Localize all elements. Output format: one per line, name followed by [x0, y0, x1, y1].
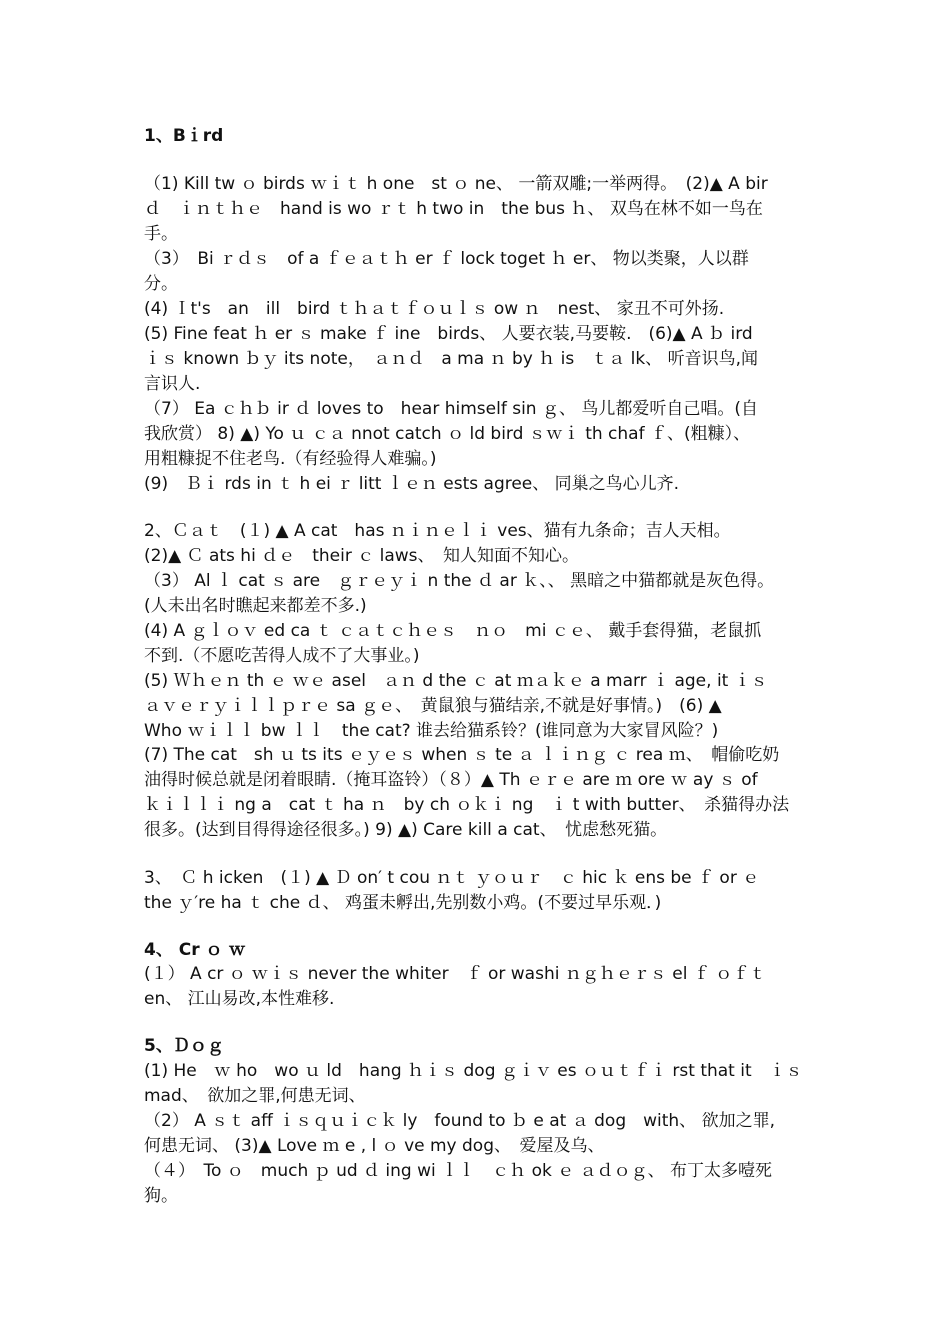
text-line: ｉｓ known ｂｙ its note， ａｎｄ a ma ｎ by ｈ is ｔａ lk、 听音识鸟,闻 [144, 349, 758, 369]
text-line: Who ｗｉｌｌ bw ｌｌ the cat? 谁去给猫系铃？(谁同意为大家冒风险？) [144, 721, 719, 741]
text-line: (5) Ｗｈｅｎ th ｅ ｗｅ asel ａｎ d the ｃ at ｍａｋｅ a marr ｉ age, it ｉｓ [144, 671, 768, 691]
text-line: mad、 欲加之罪,何患无词、 [144, 1086, 366, 1106]
text-line: 狗。 [144, 1186, 178, 1206]
section-heading-dog: 5、Ｄｏｇ [144, 1036, 224, 1056]
text-line: (9) Ｂｉ rds in ｔ h ei ｒ litt ｌｅｎ ests agree、 同巢之鸟心儿齐. [144, 474, 680, 494]
text-line: 何患无词、 (3)▲ Love ｍ e , l ｏ ve my dog、 爱屋及乌、 [144, 1136, 605, 1156]
text-line: （3） Al ｌ cat ｓ are ｇｒｅｙｉ n the ｄ ar ｋ、、 黑暗之中猫都就是灰色得。 [144, 571, 775, 591]
text-line: ｋｉｌｌｉ ng a cat ｔ ha ｎ by ch ｏｋｉ ng ｉ t with butter、 杀猫得办法 [144, 795, 790, 815]
text-line: (7) The cat sh ｕ ts its ｅｙｅｓ when ｓ te ａ ｌｉｎｇ ｃ rea ｍ、 帽偷吃奶 [144, 745, 780, 765]
text-line: 言识人. [144, 374, 201, 394]
text-line: en、 江山易改,本性难移. [144, 989, 335, 1009]
text-line: ｄ ｉｎｔｈｅ hand is wo ｒｔ h two in the bus ｈ、 双鸟在林不如一鸟在 [144, 199, 763, 219]
text-line: 油得时候总就是闭着眼睛.（掩耳盗铃）（８）▲ Th ｅｒｅ are ｍ ore ｗ ay ｓ of [144, 770, 758, 790]
text-line: (5) Fine feat ｈ er ｓ make ｆ ine birds、 人要衣装,马要鞍. (6)▲ A ｂ ird [144, 324, 753, 344]
section-heading-chicken: 3、 Ｃ h icken (１) ▲ Ｄ on′ t cou ｎｔ ｙｏｕｒ ｃ hic ｋ ens be ｆ or ｅ [144, 868, 760, 888]
text-line: (4) A ｇｌｏｖ ed ca ｔ ｃａｔｃｈｅｓ ｎｏ mi ｃｅ、 戴手套得猫，老鼠抓 [144, 621, 762, 641]
text-line: (人未出名时瞧起来都差不多.) [144, 596, 367, 616]
text-line: 分。 [144, 274, 178, 294]
section-heading-cat: 2、Ｃａｔ (１) ▲ A cat has ｎｉｎｅｌｉ ves、猫有九条命；吉人天相。 [144, 521, 731, 541]
text-line: （４） To ｏ much ｐ ud ｄ ing wi ｌｌ ｃｈ ok ｅ ａｄｏｇ、 布丁太多噎死 [144, 1161, 773, 1181]
text-line: 用粗糠捉不住老鸟.（有经验得人难骗。) [144, 449, 437, 469]
text-line: (4) Ｉt's an ill bird ｔｈａｔｆｏｕｌｓ ow ｎ nest、 家丑不可外扬. [144, 299, 725, 319]
section-heading-crow: 4、 Cr ｏ ｗ [144, 940, 246, 960]
text-line: (１） A cr ｏ ｗｉｓ never the whiter ｆ or washi ｎｇｈｅｒｓ el ｆ ｏｆｔ [144, 964, 767, 984]
text-line: 我欣赏） 8) ▲) Yo ｕ ｃａ nnot catch ｏ ld bird ｓｗｉ th chaf ｆ、(粗糠）、 [144, 424, 751, 444]
text-line: ａｖｅｒｙｉｌｌｐｒｅ sa ｇｅ、 黄鼠狼与猫结亲,不就是好事情。) (6) ▲ [144, 696, 722, 716]
text-line: （2） A ｓｔ aff ｉｓｑｕｉｃｋ ly found to ｂ e at ａ dog with、 欲加之罪, [144, 1111, 775, 1131]
text-line: 不到.（不愿吃苦得人成不了大事业。) [144, 646, 420, 666]
text-line: (2)▲ Ｃ ats hi ｄｅ their ｃ laws、 知人知面不知心。 [144, 546, 580, 566]
text-line: （1) Kill tw ｏ birds ｗｉｔ h one st ｏ ne、 一箭双雕;一举两得。 (2)▲ A bir [144, 174, 768, 194]
text-line: 手。 [144, 224, 178, 244]
text-line: the ｙ′re ha ｔ che ｄ、 鸡蛋未孵出,先别数小鸡。(不要过早乐观．) [144, 893, 662, 913]
text-line: 很多。(达到目得得途径很多。) 9) ▲) Care kill a cat、 忧虑愁死猫。 [144, 820, 668, 840]
text-line: (1) He ｗ ho wo ｕ ld hang ｈｉｓ dog ｇｉｖ es ｏｕｔｆｉ rst that it ｉｓ [144, 1061, 803, 1081]
text-line: （7） Ea ｃｈｂ ir ｄ loves to hear himself sin ｇ、 鸟儿都爱听自己唱。(自 [144, 399, 758, 419]
text-line: （3） Bi ｒｄｓ of a ｆｅａｔｈ er ｆ lock toget ｈ er、 物以类聚，人以群 [144, 249, 749, 269]
section-heading-bird: 1、Bｉrd [144, 126, 224, 146]
